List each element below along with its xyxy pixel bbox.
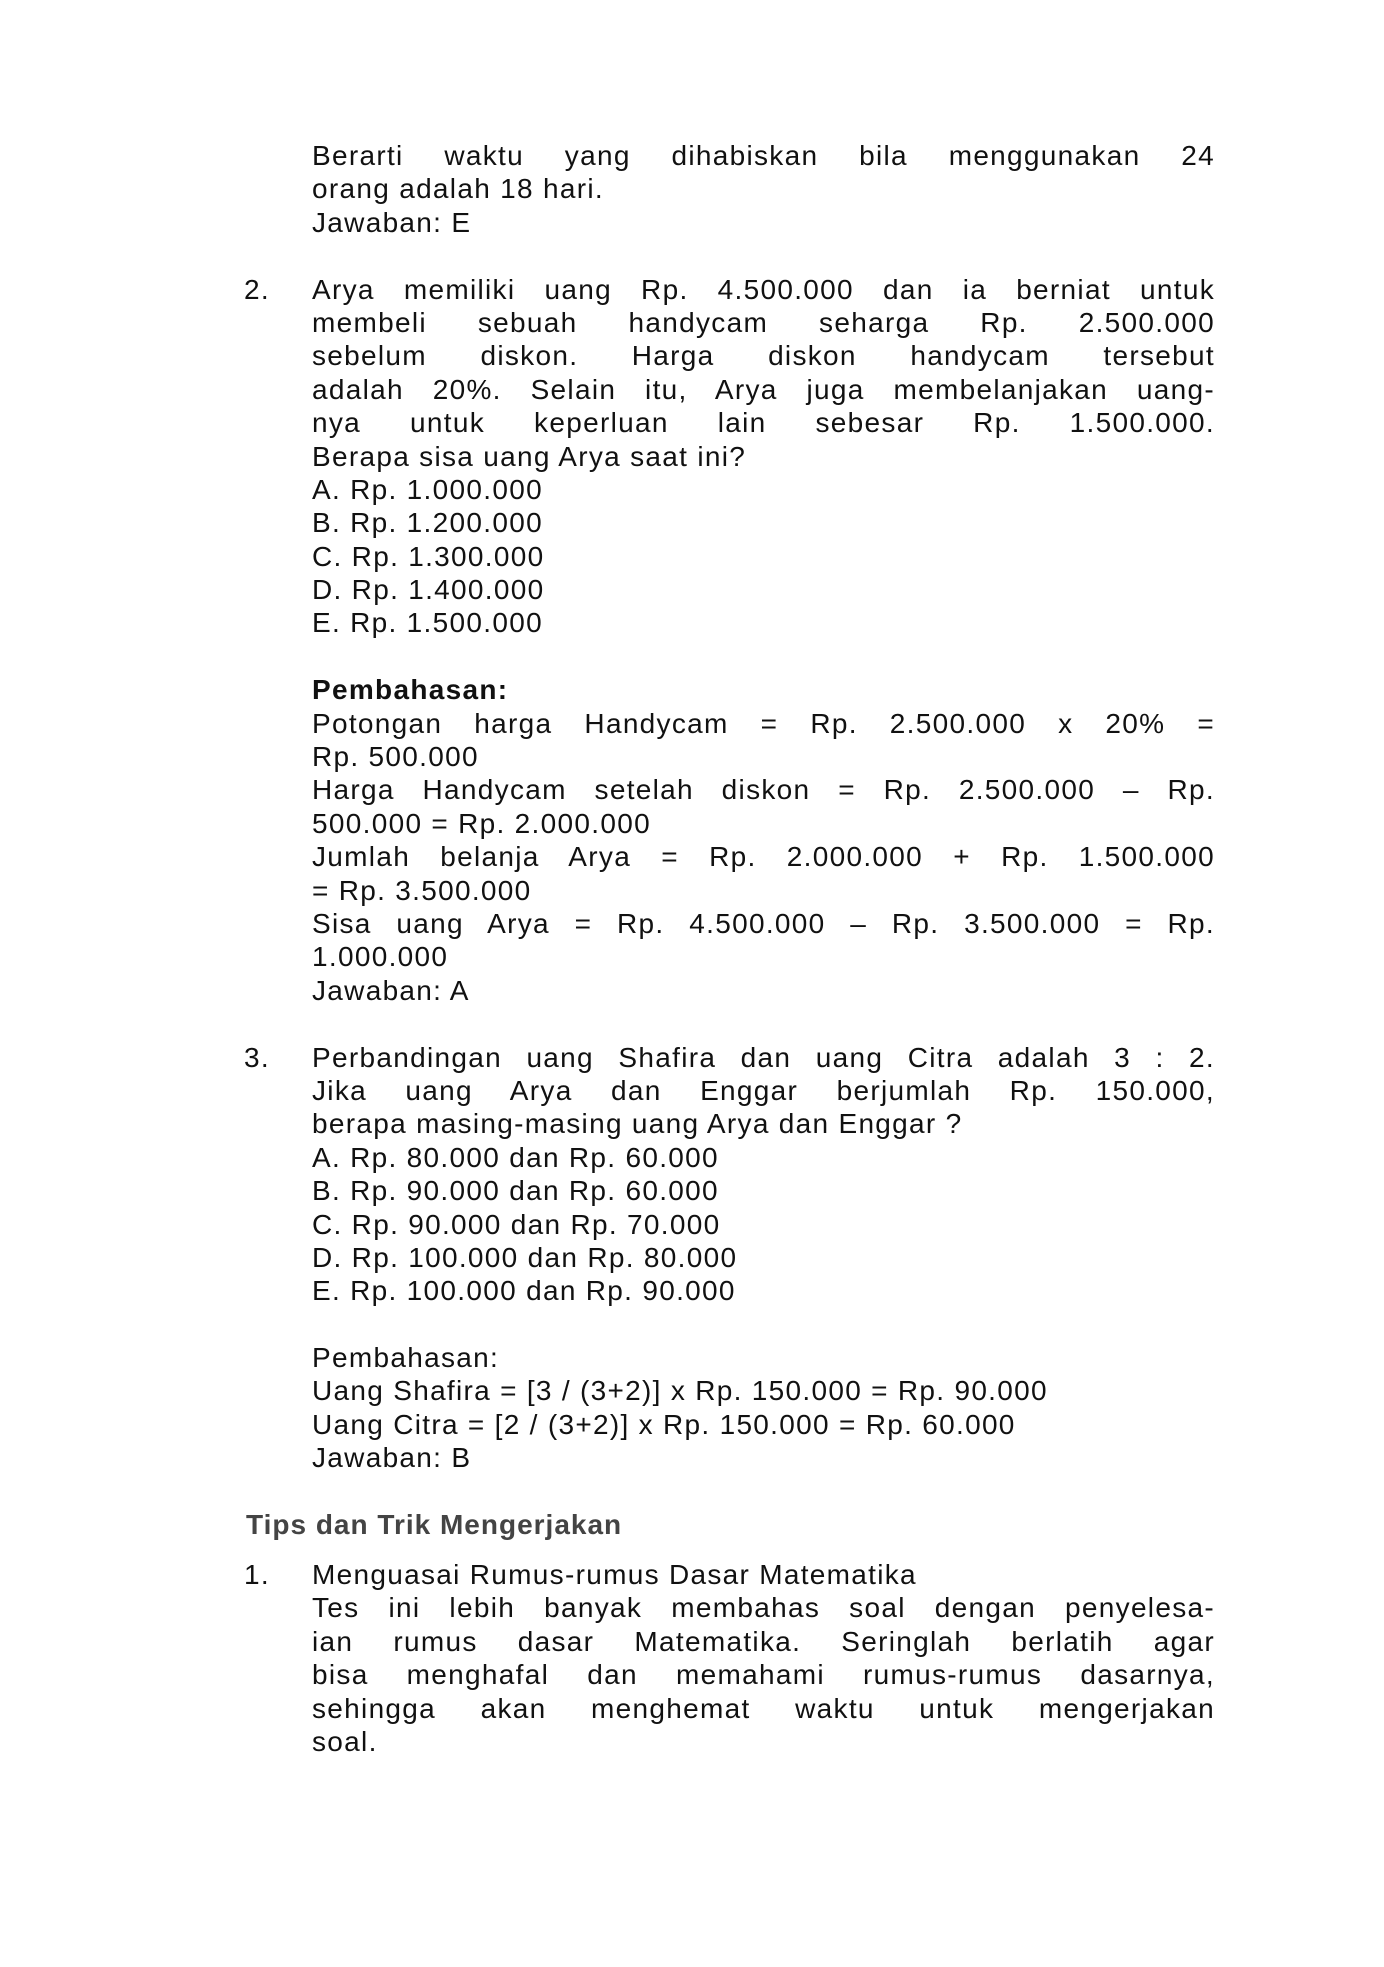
option-a: A. Rp. 1.000.000 <box>312 473 543 505</box>
text-line: Berarti waktu yang dihabiskan bila menggunakan 24 <box>312 140 1215 171</box>
document-page <box>0 139 1384 1758</box>
tip-body-line: ian rumus dasar Matematika. Seringlah berlatih agar <box>312 1625 1215 1657</box>
option-a: A. Rp. 80.000 dan Rp. 60.000 <box>312 1141 719 1173</box>
question-text: adalah 20%. Selain itu, Arya juga membelanjakan uang- <box>312 373 1215 405</box>
discussion-label: Pembahasan: <box>312 674 509 706</box>
option-c: C. Rp. 90.000 dan Rp. 70.000 <box>312 1208 721 1240</box>
discussion-line: Uang Citra = [2 / (3+2)] x Rp. 150.000 = Rp. 60.000 <box>312 1408 1016 1440</box>
discussion-line: Potongan harga Handycam = Rp. 2.500.000 x 20% = <box>312 707 1215 739</box>
discussion-line: Harga Handycam setelah diskon = Rp. 2.500.000 – Rp. <box>312 774 1215 806</box>
question-number: 2. <box>244 273 270 305</box>
question-text: Perbandingan uang Shafira dan uang Citra adalah 3 : 2. <box>312 1041 1215 1073</box>
option-d: D. Rp. 1.400.000 <box>312 574 545 606</box>
tip-body-line: sehingga akan menghemat waktu untuk mengerjakan <box>312 1692 1215 1724</box>
question-text: sebelum diskon. Harga diskon handycam tersebut <box>312 340 1215 372</box>
discussion-line: Jumlah belanja Arya = Rp. 2.000.000 + Rp. 1.500.000 <box>312 841 1215 873</box>
discussion-line: Uang Shafira = [3 / (3+2)] x Rp. 150.000 = Rp. 90.000 <box>312 1375 1048 1407</box>
tip-number: 1. <box>244 1559 270 1591</box>
discussion-line: Rp. 500.000 <box>312 741 479 773</box>
option-e: E. Rp. 100.000 dan Rp. 90.000 <box>312 1275 736 1307</box>
answer-line: Jawaban: E <box>312 206 472 238</box>
tip-body-line: bisa menghafal dan memahami rumus-rumus dasarnya, <box>312 1659 1215 1691</box>
question-text: Jika uang Arya dan Enggar berjumlah Rp. 150.000, <box>312 1074 1215 1106</box>
question-3 <box>0 1041 1384 1475</box>
question-text: nya untuk keperluan lain sebesar Rp. 1.500.000. <box>312 407 1215 439</box>
discussion-line: Sisa uang Arya = Rp. 4.500.000 – Rp. 3.500.000 = Rp. <box>312 907 1215 939</box>
answer-line: Jawaban: B <box>312 1442 472 1474</box>
text-line: orang adalah 18 hari. <box>312 173 604 205</box>
option-e: E. Rp. 1.500.000 <box>312 607 543 639</box>
discussion-label: Pembahasan: <box>312 1342 500 1374</box>
question-text: Berapa sisa uang Arya saat ini? <box>312 440 747 472</box>
tip-body-line: soal. <box>312 1726 378 1758</box>
question-number: 3. <box>244 1041 270 1073</box>
option-b: B. Rp. 90.000 dan Rp. 60.000 <box>312 1175 719 1207</box>
question-2 <box>0 273 1384 1008</box>
discussion-line: 1.000.000 <box>312 941 449 973</box>
intro-block <box>0 139 1384 239</box>
option-c: C. Rp. 1.300.000 <box>312 540 545 572</box>
discussion-line: 500.000 = Rp. 2.000.000 <box>312 807 651 839</box>
tip-title: Menguasai Rumus-rumus Dasar Matematika <box>312 1559 917 1591</box>
tips-section <box>0 1508 1384 1758</box>
option-d: D. Rp. 100.000 dan Rp. 80.000 <box>312 1241 738 1273</box>
question-text: membeli sebuah handycam seharga Rp. 2.500.000 <box>312 306 1215 338</box>
question-text: berapa masing-masing uang Arya dan Enggar ? <box>312 1108 963 1140</box>
discussion-line: = Rp. 3.500.000 <box>312 874 532 906</box>
option-b: B. Rp. 1.200.000 <box>312 507 543 539</box>
tip-body-line: Tes ini lebih banyak membahas soal dengan penyelesa- <box>312 1592 1215 1624</box>
section-heading: Tips dan Trik Mengerjakan <box>246 1509 623 1541</box>
answer-line: Jawaban: A <box>312 974 470 1006</box>
question-text: Arya memiliki uang Rp. 4.500.000 dan ia berniat untuk <box>312 273 1215 305</box>
